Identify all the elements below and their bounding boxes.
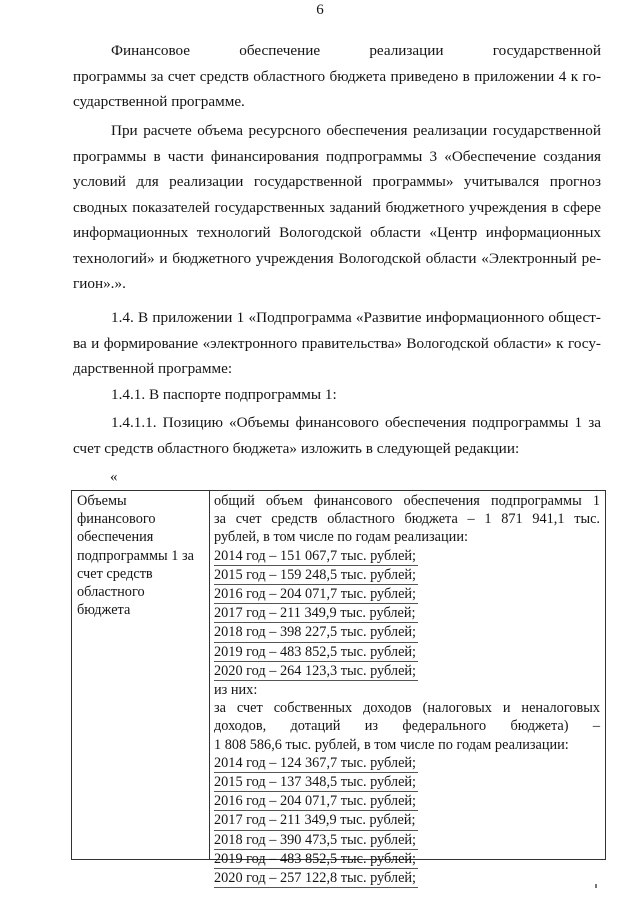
cell-line: рублей, в том числе по годам реализации: xyxy=(214,529,468,546)
cell-line: финансового xyxy=(77,511,156,528)
text-line: программы за счет средств областного бюджета приведено в приложении 4 к го- xyxy=(73,67,601,85)
text-line: счет средств областного бюджета» изложить в следующей редакции: xyxy=(73,439,520,457)
cell-line: 2018 год – 390 473,5 тыс. рублей; xyxy=(214,831,418,850)
text-line: 1.4.1.1. Позицию «Объемы финансового обеспечения подпрограммы 1 за xyxy=(111,414,601,431)
cell-line: 2017 год – 211 349,9 тыс. рублей; xyxy=(214,604,418,623)
cell-line: за счет средств областного бюджета – 1 871 941,1 тыс. xyxy=(214,511,600,528)
cell-line: обеспечения xyxy=(77,529,154,546)
cell-line: 2015 год – 159 248,5 тыс. рублей; xyxy=(214,566,418,585)
cell-line: 2016 год – 204 071,7 тыс. рублей; xyxy=(214,792,418,811)
financing-table xyxy=(71,490,606,887)
page-number: 6 xyxy=(316,2,324,18)
scan-mark xyxy=(595,884,597,888)
cell-line: доходов, дотаций из федерального бюджета) – xyxy=(214,718,600,735)
cell-line: 2019 год – 483 852,5 тыс. рублей; xyxy=(214,643,418,662)
text-line: 1.4.1. В паспорте подпрограммы 1: xyxy=(111,386,337,403)
text-line: Финансовое обеспечение реализации государственной xyxy=(111,42,601,59)
text-line: сводных показателей государственных заданий бюджетного учреждения в сфере xyxy=(73,198,601,216)
paragraph-appendix-1 xyxy=(73,305,601,382)
text-line: При расчете объема ресурсного обеспечения реализации государственной xyxy=(111,122,601,139)
cell-line: Объемы xyxy=(77,493,127,509)
cell-line: 1 808 586,6 тыс. рублей, в том числе по годам реализации: xyxy=(214,736,569,753)
cell-line: общий объем финансового обеспечения подпрограммы 1 xyxy=(214,493,600,509)
cell-line: 2014 год – 124 367,7 тыс. рублей; xyxy=(214,754,418,773)
opening-quote: « xyxy=(110,469,118,485)
paragraph-passport xyxy=(73,382,601,408)
cell-line: бюджета xyxy=(77,602,131,619)
cell-line: из них: xyxy=(214,682,258,699)
cell-line: 2016 год – 204 071,7 тыс. рублей; xyxy=(214,585,418,604)
paragraph-financing xyxy=(73,38,601,115)
text-line: информационных технологий Вологодской области «Центр информационных xyxy=(73,224,601,241)
text-line: ва и формирование «электронного правительства» Вологодской области» к госу- xyxy=(73,334,601,352)
text-line: условий для реализации государственной программы» учитывался прогноз xyxy=(73,173,601,190)
cell-line: 2014 год – 151 067,7 тыс. рублей; xyxy=(214,547,418,566)
column-divider xyxy=(209,491,210,859)
paragraph-resource-calculation xyxy=(73,118,601,297)
cell-line: областного xyxy=(77,584,145,601)
cell-line: 2020 год – 257 122,8 тыс. рублей; xyxy=(214,869,418,888)
cell-line: за счет собственных доходов (налоговых и неналоговых xyxy=(214,700,600,717)
cell-line: 2020 год – 264 123,3 тыс. рублей; xyxy=(214,662,418,681)
text-line: гион».». xyxy=(73,275,126,292)
paragraph-position xyxy=(73,410,601,461)
table-cell-value xyxy=(214,492,600,888)
text-line: технологий» и бюджетного учреждения Вологодской области «Электронный ре- xyxy=(73,249,601,267)
text-line: 1.4. В приложении 1 «Подпрограмма «Развитие информационного общест- xyxy=(111,309,601,326)
cell-line: счет средств xyxy=(77,565,153,582)
cell-line: 2018 год – 398 227,5 тыс. рублей; xyxy=(214,623,418,642)
cell-line: подпрограммы 1 за xyxy=(77,547,194,564)
cell-line: 2015 год – 137 348,5 тыс. рублей; xyxy=(214,773,418,792)
text-line: дарственной программе: xyxy=(73,360,233,377)
text-line: программы в части финансирования подпрограммы 3 «Обеспечение создания xyxy=(73,147,601,165)
cell-line: 2017 год – 211 349,9 тыс. рублей; xyxy=(214,811,418,830)
text-line: сударственной программе. xyxy=(73,93,245,110)
cell-line: 2019 год – 483 852,5 тыс. рублей; xyxy=(214,850,418,869)
table-cell-label xyxy=(77,492,205,619)
